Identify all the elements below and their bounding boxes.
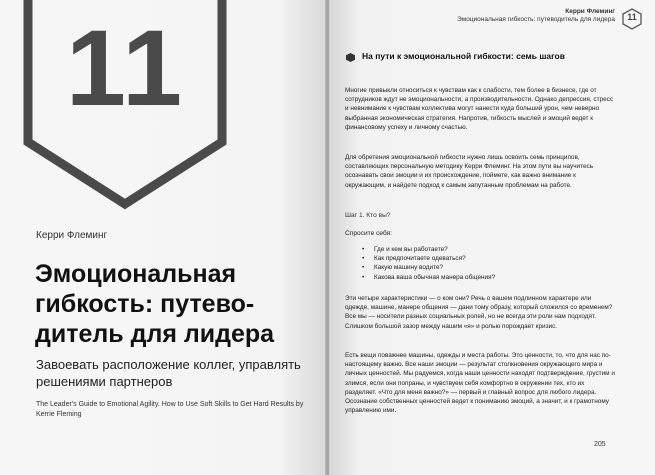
book-title: Эмоциональная гибкость: путево-дитель для лидера bbox=[35, 260, 275, 348]
running-head bbox=[457, 8, 643, 23]
hexagon-bullet-icon bbox=[346, 53, 355, 62]
running-head-title: Эмоциональная гибкость: путеводитель для лидера bbox=[457, 16, 615, 23]
page-number: 205 bbox=[594, 441, 606, 448]
paragraph-roles: Эти четыре характеристики — о ком они? Речь о вашем подлинном характере или одежде, машине, манере общения — дани тому образу, который сложился со временем? Все мы — носители разных социальных ролей, но не всегда эти роли нам подходят. Слишком большой зазор между нашим «я» и ролью порождает кризис. bbox=[345, 295, 613, 330]
ask-yourself-label: Спросите себя: bbox=[345, 230, 393, 237]
question-list bbox=[362, 245, 495, 282]
step-heading: Шаг 1. Кто вы? bbox=[345, 212, 391, 219]
book-subtitle: Завоевать расположение коллег, управлять решениями партнеров bbox=[36, 357, 301, 389]
section-title-text: На пути к эмоциональной гибкости: семь шагов bbox=[362, 51, 565, 61]
left-page bbox=[0, 0, 327, 475]
chapter-number: 11 bbox=[65, 7, 185, 128]
author-name: Керри Флеминг bbox=[36, 230, 108, 241]
paragraph-method: Для обретения эмоциональной гибкости нужно лишь освоить семь принципов, составляющих персональную методику Керри Флеминг. На этом пути вы научитесь осознавать свои эмоции и их происхождение, поймете, как важно внимание к окружающим, и найдете подход к самым запутанным проблемам на работе. bbox=[345, 154, 594, 189]
paragraph-intro: Многие привыкли относиться к чувствам как к слабости, тем более в бизнесе, где от сотрудников ждут не эмоциональности, а производительности. Однако депрессия, стресс и невнимание к чувствам коллектива могут нанести куда больший урон, чем неверно выбранная экономическая стратегия. Напротив, гибкость мыслей и эмоций ведет к финансовому успеху и личному счастью. bbox=[345, 87, 614, 131]
running-head-author: Керри Флеминг bbox=[565, 8, 615, 15]
chapter-badge-number: 11 bbox=[627, 12, 637, 22]
chapter-hexagon bbox=[20, 0, 250, 215]
list-item: • Какую машину водите? bbox=[362, 263, 495, 272]
list-item: • Какова ваша обычная манера общения? bbox=[362, 273, 495, 282]
paragraph-values: Есть вещи поважнее машины, одежды и места работы. Это ценности, то, что для нас по-настоящему важно. Все наши эмоции — результат столкновения окружающего мира и личных ценностей. Мы радуемся, когда наши ценности находят подтверждение, грустим и злимся, если они попраны, и чувствуем себя комфортно в окружении тех, кто их разделяет. «Что для меня важно?» — первый и главный вопрос для любого лидера. Осознание собственных ценностей ведет к пониманию эмоций, а значит, и к грамотному управлению ими. bbox=[345, 352, 615, 415]
english-original-reference: The Leader's Guide to Emotional Agility. How to Use Soft Skills to Get Hard Results by Kerrie Fleming bbox=[36, 401, 304, 418]
list-item: • Где и кем вы работаете? bbox=[362, 245, 495, 254]
list-item: • Как предпочитаете одеваться? bbox=[362, 254, 495, 263]
